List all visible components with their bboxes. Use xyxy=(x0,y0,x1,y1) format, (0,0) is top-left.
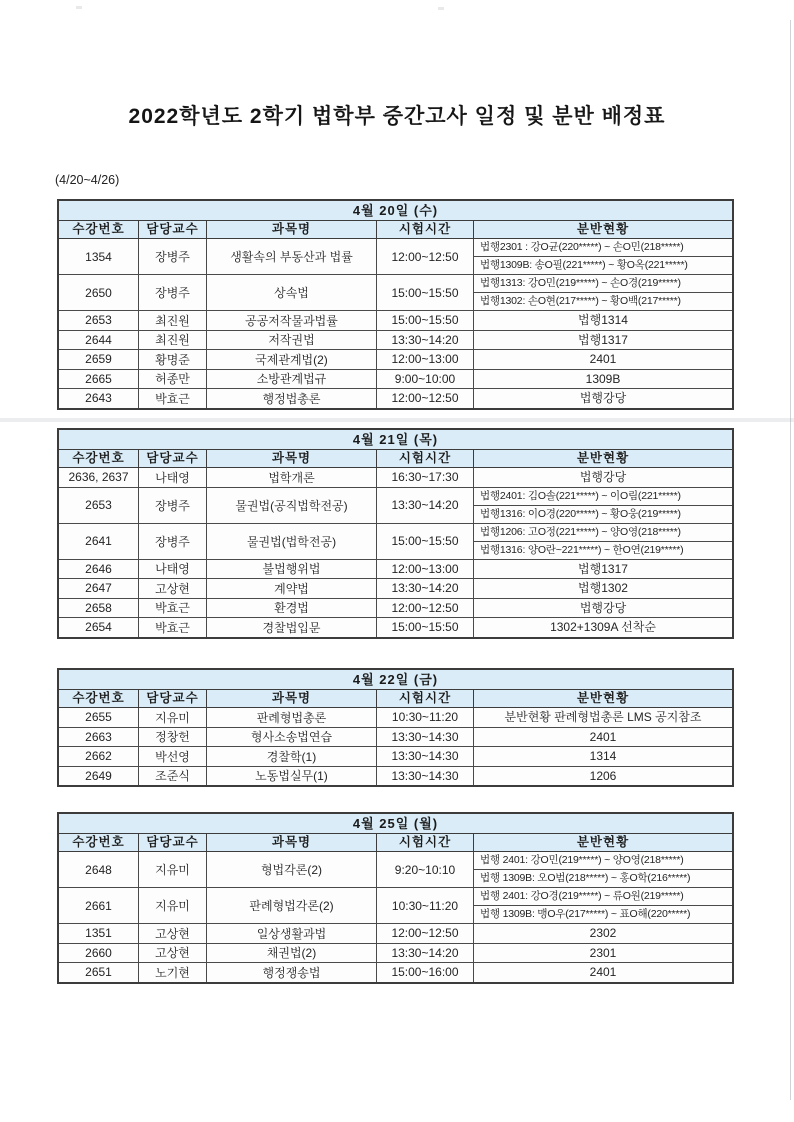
section-assignment-line: 법행1317 xyxy=(578,561,628,576)
course-number-cell: 2648 xyxy=(59,852,139,887)
time-cell: 13:30~14:20 xyxy=(377,488,474,523)
subject-cell: 환경법 xyxy=(207,599,377,618)
table-row xyxy=(59,311,732,331)
table-row xyxy=(59,888,732,924)
exam-day-table xyxy=(57,812,734,984)
exam-day-table xyxy=(57,199,734,410)
professor-cell: 황명준 xyxy=(139,350,207,369)
subject-cell: 계약법 xyxy=(207,579,377,598)
subject-cell: 법학개론 xyxy=(207,468,377,487)
time-cell: 15:00~15:50 xyxy=(377,524,474,559)
sections-cell xyxy=(474,331,732,350)
table-row xyxy=(59,599,732,619)
table-date-header: 4월 25일 (월) xyxy=(59,814,732,834)
column-header: 분반현황 xyxy=(576,451,630,465)
table-row xyxy=(59,468,732,488)
time-cell: 12:00~13:00 xyxy=(377,350,474,369)
section-assignment-line: 법행2401: 김O솔(221*****) ~ 이O림(221*****) xyxy=(474,488,732,506)
course-number-cell: 2641 xyxy=(59,524,139,559)
time-cell: 10:30~11:20 xyxy=(377,708,474,727)
time-cell: 15:00~15:50 xyxy=(377,275,474,310)
column-header: 수강번호 xyxy=(59,834,139,851)
time-cell: 13:30~14:20 xyxy=(377,579,474,598)
table-date-header: 4월 22일 (금) xyxy=(59,670,732,690)
course-number-cell: 2647 xyxy=(59,579,139,598)
table-row xyxy=(59,963,732,982)
column-header: 담당교수 xyxy=(139,834,207,851)
section-assignment-line: 1314 xyxy=(589,749,617,763)
time-cell: 13:30~14:30 xyxy=(377,747,474,766)
course-number-cell: 2665 xyxy=(59,370,139,389)
table-row xyxy=(59,579,732,599)
professor-cell: 고상현 xyxy=(139,579,207,598)
sections-cell xyxy=(474,963,732,982)
scan-speck xyxy=(76,6,82,9)
professor-cell: 고상현 xyxy=(139,924,207,943)
section-assignment-line: 2301 xyxy=(589,945,617,960)
section-assignment-line: 법행1314 xyxy=(578,313,628,327)
scan-artifact-band xyxy=(0,418,794,422)
sections-cell xyxy=(474,728,732,747)
section-assignment-line: 1309B xyxy=(585,371,621,386)
table-row xyxy=(59,331,732,351)
sections-cell xyxy=(474,618,732,637)
professor-cell: 박효근 xyxy=(139,599,207,618)
column-header-row xyxy=(59,450,732,468)
column-header: 담당교수 xyxy=(139,221,207,238)
course-number-cell: 2654 xyxy=(59,618,139,637)
table-row xyxy=(59,488,732,524)
course-number-cell: 2659 xyxy=(59,350,139,369)
time-cell: 12:00~12:50 xyxy=(377,239,474,274)
column-header: 시험시간 xyxy=(377,221,474,238)
course-number-cell: 2644 xyxy=(59,331,139,350)
subject-cell: 국제관계법(2) xyxy=(207,350,377,369)
section-assignment-line: 법행1302 xyxy=(578,581,628,595)
section-assignment-line: 법행 1309B: 맹O우(217*****) ~ 표O해(220*****) xyxy=(480,908,691,920)
column-header: 과목명 xyxy=(207,221,377,238)
table-row xyxy=(59,747,732,767)
sections-cell xyxy=(474,852,732,887)
exam-period-label: (4/20~4/26) xyxy=(55,173,120,187)
exam-day-table xyxy=(57,668,734,787)
course-number-cell: 2649 xyxy=(59,767,139,786)
time-cell: 13:30~14:30 xyxy=(377,728,474,747)
table-date-header: 4월 21일 (목) xyxy=(59,430,732,450)
professor-cell: 지유미 xyxy=(139,888,207,923)
section-assignment-line: 분반현황 판례형법총론 LMS 공지참조 xyxy=(504,710,702,724)
section-assignment-line: 법행2301 : 강O균(220*****) ~ 손O민(218*****) xyxy=(474,239,732,257)
column-header: 수강번호 xyxy=(59,221,139,238)
exam-day-table xyxy=(57,428,734,639)
section-assignment-line: 2401 xyxy=(589,729,617,744)
subject-cell: 행정쟁송법 xyxy=(207,963,377,982)
table-row xyxy=(59,728,732,748)
time-cell: 16:30~17:30 xyxy=(377,468,474,487)
professor-cell: 지유미 xyxy=(139,708,207,727)
professor-cell: 최진원 xyxy=(139,331,207,350)
professor-cell: 최진원 xyxy=(139,311,207,330)
subject-cell: 판례형법각론(2) xyxy=(207,888,377,923)
sections-cell xyxy=(474,747,732,766)
section-assignment-line: 1302+1309A 선착순 xyxy=(550,620,656,634)
professor-cell: 나태영 xyxy=(139,560,207,579)
page-title: 2022학년도 2학기 법학부 중간고사 일정 및 분반 배정표 xyxy=(128,105,666,128)
sections-cell xyxy=(474,560,732,579)
course-number-cell: 2651 xyxy=(59,963,139,982)
professor-cell: 장병주 xyxy=(139,488,207,523)
time-cell: 13:30~14:20 xyxy=(377,331,474,350)
time-cell: 12:00~12:50 xyxy=(377,924,474,943)
professor-cell: 노기현 xyxy=(139,963,207,982)
section-assignment-line: 2401 xyxy=(589,352,617,366)
subject-cell: 경찰법입문 xyxy=(207,618,377,637)
subject-cell: 형법각론(2) xyxy=(207,852,377,887)
sections-cell xyxy=(474,239,732,274)
column-header-row xyxy=(59,221,732,239)
section-assignment-line: 2401 xyxy=(589,965,617,979)
subject-cell: 노동법실무(1) xyxy=(207,767,377,786)
professor-cell: 나태영 xyxy=(139,468,207,487)
scan-speck xyxy=(438,7,444,10)
subject-cell: 생활속의 부동산과 법률 xyxy=(207,239,377,274)
column-header: 수강번호 xyxy=(59,450,139,467)
course-number-cell: 2650 xyxy=(59,275,139,310)
section-assignment-line: 법행1316: 양O란~221*****) ~ 한O연(219*****) xyxy=(480,543,684,556)
time-cell: 15:00~15:50 xyxy=(377,311,474,330)
section-assignment-line: 법행 1309B: 오O범(218*****) ~ 홍O학(216*****) xyxy=(480,872,691,884)
table-row xyxy=(59,767,732,786)
time-cell: 13:30~14:30 xyxy=(377,767,474,786)
course-number-cell: 2662 xyxy=(59,747,139,766)
subject-cell: 판례형법총론 xyxy=(207,708,377,727)
section-assignment-line: 법행1316: 이O경(220*****) ~ 황O웅(219*****) xyxy=(480,507,681,520)
professor-cell: 허종만 xyxy=(139,370,207,389)
column-header: 시험시간 xyxy=(377,690,474,707)
column-header-row xyxy=(59,834,732,852)
course-number-cell: 2655 xyxy=(59,708,139,727)
subject-cell: 채권법(2) xyxy=(207,944,377,963)
table-row xyxy=(59,924,732,944)
subject-cell: 불법행위법 xyxy=(207,560,377,579)
course-number-cell: 2653 xyxy=(59,311,139,330)
table-row xyxy=(59,708,732,728)
time-cell: 9:20~10:10 xyxy=(377,852,474,887)
section-assignment-line: 법행1206: 고O정(221*****) ~ 양O영(218*****) xyxy=(474,524,732,542)
sections-cell xyxy=(474,888,732,923)
course-number-cell: 2658 xyxy=(59,599,139,618)
table-row xyxy=(59,560,732,580)
subject-cell: 물권법(공직법학전공) xyxy=(207,488,377,523)
column-header: 분반현황 xyxy=(576,835,630,849)
column-header-row xyxy=(59,690,732,708)
column-header: 과목명 xyxy=(207,690,377,707)
section-assignment-line: 법행강당 xyxy=(579,470,627,484)
subject-cell: 형사소송법연습 xyxy=(207,728,377,747)
table-row xyxy=(59,239,732,275)
section-assignment-line: 2302 xyxy=(589,926,617,940)
time-cell: 12:00~12:50 xyxy=(377,389,474,408)
professor-cell: 장병주 xyxy=(139,275,207,310)
table-row xyxy=(59,618,732,637)
course-number-cell: 2643 xyxy=(59,389,139,408)
sections-cell xyxy=(474,924,732,943)
table-row xyxy=(59,944,732,964)
course-number-cell: 2663 xyxy=(59,728,139,747)
professor-cell: 박효근 xyxy=(139,389,207,408)
sections-cell xyxy=(474,350,732,369)
column-header: 시험시간 xyxy=(377,450,474,467)
time-cell: 15:00~16:00 xyxy=(377,963,474,982)
column-header: 과목명 xyxy=(207,834,377,851)
time-cell: 13:30~14:20 xyxy=(377,944,474,963)
section-assignment-line: 법행 2401: 강O경(219*****) ~ 류O원(219*****) xyxy=(474,888,732,906)
professor-cell: 정창헌 xyxy=(139,728,207,747)
sections-cell xyxy=(474,370,732,389)
sections-cell xyxy=(474,767,732,786)
section-assignment-line: 법행강당 xyxy=(579,391,627,405)
scan-artifact-edge xyxy=(790,20,791,1100)
column-header: 시험시간 xyxy=(377,834,474,851)
section-assignment-line: 법행1302: 손O현(217*****) ~ 황O백(217*****) xyxy=(480,295,681,307)
table-row xyxy=(59,852,732,888)
professor-cell: 박선영 xyxy=(139,747,207,766)
section-assignment-line: 법행1309B: 송O필(221*****) ~ 황O옥(221*****) xyxy=(480,259,688,271)
sections-cell xyxy=(474,944,732,963)
table-row xyxy=(59,370,732,390)
sections-cell xyxy=(474,708,732,727)
subject-cell: 물권법(법학전공) xyxy=(207,524,377,559)
column-header: 담당교수 xyxy=(139,690,207,707)
subject-cell: 소방관계법규 xyxy=(207,370,377,389)
section-assignment-line: 1206 xyxy=(589,768,617,783)
sections-cell xyxy=(474,389,732,408)
professor-cell: 조준식 xyxy=(139,767,207,786)
table-row xyxy=(59,350,732,370)
column-header: 수강번호 xyxy=(59,690,139,707)
subject-cell: 공공저작물과법률 xyxy=(207,311,377,330)
section-assignment-line: 법행1313: 강O민(219*****) ~ 손O경(219*****) xyxy=(474,275,732,293)
section-assignment-line: 법행1317 xyxy=(578,332,628,347)
table-date-header: 4월 20일 (수) xyxy=(59,201,732,221)
course-number-cell: 1354 xyxy=(59,239,139,274)
course-number-cell: 2661 xyxy=(59,888,139,923)
subject-cell: 상속법 xyxy=(207,275,377,310)
time-cell: 12:00~13:00 xyxy=(377,560,474,579)
column-header: 과목명 xyxy=(207,450,377,467)
column-header: 분반현황 xyxy=(576,691,630,705)
section-assignment-line: 법행 2401: 강O민(219*****) ~ 양O영(218*****) xyxy=(474,852,732,870)
sections-cell xyxy=(474,468,732,487)
subject-cell: 저작권법 xyxy=(207,331,377,350)
section-assignment-line: 법행강당 xyxy=(579,600,627,615)
table-row xyxy=(59,389,732,408)
professor-cell: 장병주 xyxy=(139,524,207,559)
sections-cell xyxy=(474,275,732,310)
course-number-cell: 2646 xyxy=(59,560,139,579)
sections-cell xyxy=(474,579,732,598)
table-row xyxy=(59,524,732,560)
sections-cell xyxy=(474,524,732,559)
time-cell: 15:00~15:50 xyxy=(377,618,474,637)
column-header: 담당교수 xyxy=(139,450,207,467)
subject-cell: 일상생활과법 xyxy=(207,924,377,943)
time-cell: 10:30~11:20 xyxy=(377,888,474,923)
subject-cell: 경찰학(1) xyxy=(207,747,377,766)
professor-cell: 지유미 xyxy=(139,852,207,887)
time-cell: 9:00~10:00 xyxy=(377,370,474,389)
course-number-cell: 2653 xyxy=(59,488,139,523)
course-number-cell: 2660 xyxy=(59,944,139,963)
professor-cell: 박효근 xyxy=(139,618,207,637)
sections-cell xyxy=(474,599,732,618)
sections-cell xyxy=(474,488,732,523)
professor-cell: 장병주 xyxy=(139,239,207,274)
table-row xyxy=(59,275,732,311)
sections-cell xyxy=(474,311,732,330)
time-cell: 12:00~12:50 xyxy=(377,599,474,618)
column-header: 분반현황 xyxy=(576,222,630,236)
course-number-cell: 1351 xyxy=(59,924,139,943)
course-number-cell: 2636, 2637 xyxy=(59,468,139,487)
professor-cell: 고상현 xyxy=(139,944,207,963)
subject-cell: 행정법총론 xyxy=(207,389,377,408)
